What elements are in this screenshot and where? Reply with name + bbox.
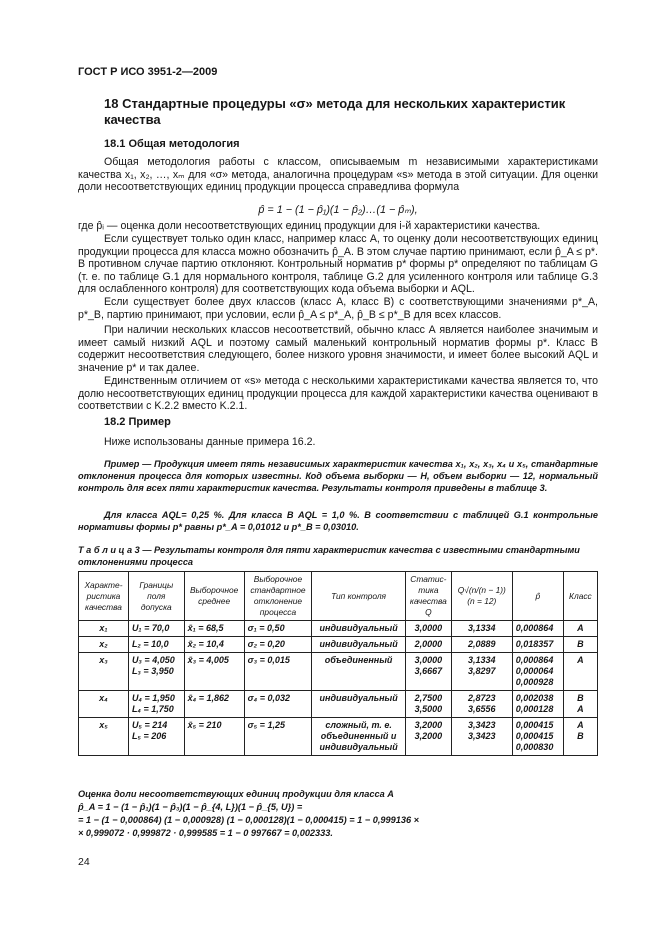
paragraph-example-intro: Ниже использованы данные примера 16.2. [104, 436, 316, 448]
section-18-2-title: 18.2 Пример [104, 416, 171, 428]
paragraph-difference: Единственным отличием от «s» метода с несколькими характеристиками качества является то, что долю несоответствующих единиц продукции процесса для каждой характеристики качества оценивают в соответствии с K.2.2 вместо K.2.1. [78, 375, 598, 413]
table-cell-q: 3,0000 3,6667 [405, 653, 451, 691]
section-18-title: 18 Стандартные процедуры «σ» метода для нескольких характеристик качества [104, 96, 566, 127]
table-row [79, 718, 598, 756]
table-cell-sigma: σ₄ = 0,032 [244, 691, 312, 718]
table-header-cell: p̂ [512, 572, 563, 621]
table-cell-limits: U₃ = 4,050 L₃ = 3,950 [128, 653, 184, 691]
estimate-formula-line-3: × 0,999072 · 0,999872 · 0,999585 = 1 − 0 997667 = 0,002333. [78, 828, 333, 838]
table-cell-cls: A [563, 621, 597, 637]
table-cell-mean: x̄₂ = 10,4 [184, 637, 244, 653]
table-cell-qadj: 3,1334 3,8297 [451, 653, 512, 691]
formula-p-hat: p̂ = 1 − (1 − p̂₁)(1 − p̂₂)…(1 − p̂ₘ), [258, 204, 418, 216]
paragraph-single-class: Если существует только один класс, например класс А, то оценку доли несоответствующих единиц продукции процесса для класса можно обозначить p̂_A. В этом случае партию принимают, если p̂_A ≤ p*. В противном случае партию отклоняют. Контрольный норматив p* формы p* определяют по таблицам G (т. е. по таблице G.1 для нормального контроля, таблице G.2 для усиленного контроля или таблице G.3 для ослабленного контроля) для соответствующих кода объема выборки и AQL. [78, 233, 598, 296]
table-cell-p: 0,000864 [512, 621, 563, 637]
example-description: Пример — Продукция имеет пять независимых характеристик качества x₁, x₂, x₃, x₄ и x₅, стандартные отклонения процесса для которых известны. Код объема выборки — H, объем выборки — 12, нормальный контроль для всех пяти характеристик качества. Результаты контроля приведены в таблице 3. [78, 459, 598, 493]
table-cell-cls: B A [563, 691, 597, 718]
table-3 [78, 571, 598, 756]
table-cell-limits: L₂ = 10,0 [128, 637, 184, 653]
table-cell-mean: x̄₅ = 210 [184, 718, 244, 756]
table-cell-limits: U₄ = 1,950 L₄ = 1,750 [128, 691, 184, 718]
table-header-row [79, 572, 598, 621]
table-cell-cls: A B [563, 718, 597, 756]
table-cell-sigma: σ₁ = 0,50 [244, 621, 312, 637]
table-cell-type: сложный, т. е. объединенный и индивидуальный [312, 718, 406, 756]
table-cell-qadj: 2,0889 [451, 637, 512, 653]
table-cell-char: x₂ [79, 637, 129, 653]
table-cell-char: x₅ [79, 718, 129, 756]
table-row [79, 637, 598, 653]
table-cell-p: 0,000415 0,000415 0,000830 [512, 718, 563, 756]
paragraph-multiple-classes: Если существует более двух классов (класс А, класс В) с соответствующими значениями p*_A, p*_B, партию принимают, при условии, если p̂_A ≤ p*_A, p̂_B ≤ p*_B для всех классов. [78, 296, 598, 321]
table-cell-p: 0,018357 [512, 637, 563, 653]
page-number: 24 [78, 856, 90, 868]
table-cell-mean: x̄₄ = 1,862 [184, 691, 244, 718]
table-row [79, 691, 598, 718]
table-header-cell: Характе-ристика качества [79, 572, 129, 621]
table-cell-cls: B [563, 637, 597, 653]
table-cell-type: объединенный [312, 653, 406, 691]
table-cell-type: индивидуальный [312, 637, 406, 653]
table-header-cell: Выборочное стандартное отклонение процесса [244, 572, 312, 621]
table-header-cell: Q√(n/(n − 1)) (n = 12) [451, 572, 512, 621]
document-header: ГОСТ Р ИСО 3951-2—2009 [78, 66, 218, 78]
estimate-formula-line-1: p̂_A = 1 − (1 − p̂₁)(1 − p̂₃)(1 − p̂_{4, L})(1 − p̂_{5, U}) = [78, 802, 303, 812]
table-cell-qadj: 3,3423 3,3423 [451, 718, 512, 756]
table-cell-qadj: 2,8723 3,6556 [451, 691, 512, 718]
table-cell-p: 0,002038 0,000128 [512, 691, 563, 718]
table-cell-p: 0,000864 0,000064 0,000928 [512, 653, 563, 691]
table-cell-mean: x̄₁ = 68,5 [184, 621, 244, 637]
table-cell-sigma: σ₂ = 0,20 [244, 637, 312, 653]
table-3-caption: Т а б л и ц а 3 — Результаты контроля для пяти характеристик качества с известными стандартными отклонениями процесса [78, 545, 580, 567]
table-cell-sigma: σ₃ = 0,015 [244, 653, 312, 691]
table-cell-mean: x̄₃ = 4,005 [184, 653, 244, 691]
table-header-cell: Статис-тика качества Q [405, 572, 451, 621]
table-cell-qadj: 3,1334 [451, 621, 512, 637]
table-cell-limits: U₅ = 214 L₅ = 206 [128, 718, 184, 756]
table-cell-limits: U₁ = 70,0 [128, 621, 184, 637]
table-cell-type: индивидуальный [312, 691, 406, 718]
table-cell-char: x₃ [79, 653, 129, 691]
table-cell-char: x₄ [79, 691, 129, 718]
example-aql: Для класса AQL= 0,25 %. Для класса В AQL = 1,0 %. В соответствии с таблицей G.1 контрольные нормативы формы p* равны p*_A = 0,01012 и p*_B = 0,03010. [78, 510, 598, 532]
table-cell-q: 3,0000 [405, 621, 451, 637]
paragraph-methodology: Общая методология работы с классом, описываемым m независимыми характеристиками качества x₁, x₂, …, xₘ для «σ» метода, аналогична процедурам «s» метода в этой ситуации. Для оценки доли несоответствующих единиц продукции процесса справедлива формула [78, 156, 598, 194]
table-cell-q: 2,0000 [405, 637, 451, 653]
table-header-cell: Тип контроля [312, 572, 406, 621]
estimate-formula-line-2: = 1 − (1 − 0,000864) (1 − 0,000928) (1 − 0,000128)(1 − 0,000415) = 1 − 0,999136 × [78, 815, 419, 825]
table-row [79, 653, 598, 691]
table-cell-q: 2,7500 3,5000 [405, 691, 451, 718]
table-cell-char: x₁ [79, 621, 129, 637]
table-cell-q: 3,2000 3,2000 [405, 718, 451, 756]
table-cell-sigma: σ₅ = 1,25 [244, 718, 312, 756]
table-cell-type: индивидуальный [312, 621, 406, 637]
table-row [79, 621, 598, 637]
table-header-cell: Границы поля допуска [128, 572, 184, 621]
table-cell-cls: A [563, 653, 597, 691]
estimate-heading: Оценка доли несоответствующих единиц продукции для класса А [78, 789, 394, 799]
section-18-1-title: 18.1 Общая методология [104, 138, 240, 150]
paragraph-where: где p̂ᵢ — оценка доли несоответствующих единиц продукции для i-й характеристики качества. [78, 220, 541, 232]
table-header-cell: Класс [563, 572, 597, 621]
table-header-cell: Выборочное среднее [184, 572, 244, 621]
paragraph-class-significance: При наличии нескольких классов несоответствий, обычно класс А является наиболее значимым и имеет самый низкий AQL и поэтому самый маленький контрольный норматив формы p*. Класс В содержит несоответствия следующего, более низкого уровня значимости, и имеет более высокий AQL и значение p* и так далее. [78, 324, 598, 374]
